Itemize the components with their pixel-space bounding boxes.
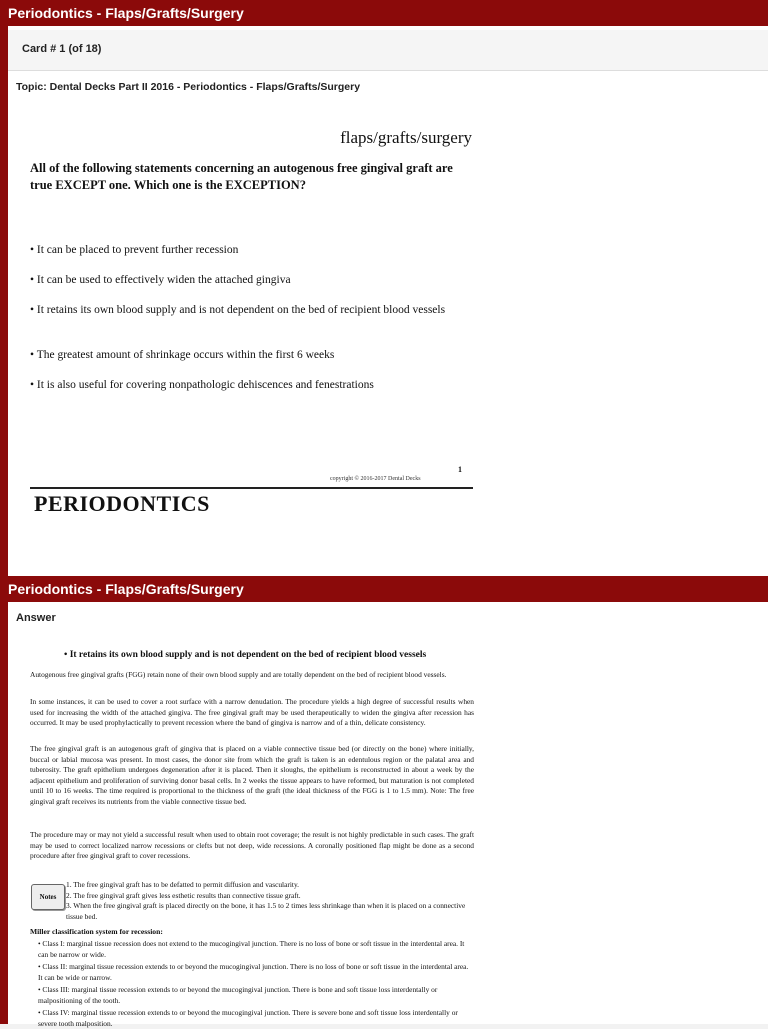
classification-item: • Class II: marginal tissue recession extends to or beyond the mucogingival junction. There is no loss of bone or soft tissue in the interdental area. It can be wide or narrow. — [38, 962, 469, 982]
note-item: 2. The free gingival graft gives less esthetic results than connective tissue graft. — [66, 890, 301, 900]
classification-item: • Class I: marginal tissue recession does not extend to the mucogingival junction. There is no loss of bone or soft tissue in the interdental area. It can be narrow or wide. — [38, 939, 465, 959]
classification-item: • Class IV: marginal tissue recession extends to or beyond the mucogingival junction. There is severe bone and soft tissue loss interdentally or severe tooth malposition. — [38, 1008, 458, 1028]
classification-item: • Class III: marginal tissue recession extends to or beyond the mucogingival junction. There is bone and soft tissue loss interdentally or malpositioning of the tooth. — [38, 985, 438, 1005]
answer-option: • It is also useful for covering nonpathologic dehiscences and fenestrations — [30, 379, 374, 391]
note-item: 3. When the free gingival graft is placed directly on the bone, it has 1.5 to 2 times less shrinkage than when it is placed on a connective tissue bed. — [66, 901, 466, 921]
answer-option: • It can be used to effectively widen the attached gingiva — [30, 274, 291, 286]
card-title: Periodontics - Flaps/Grafts/Surgery — [8, 581, 244, 597]
explanation-paragraph: The procedure may or may not yield a successful result when used to obtain root coverage; the result is not highly predictable in such cases. The graft may be used to correct localized narrow recessions or clefts but not deep, wide recessions. A coronally positioned flap might be done as a second procedure after free gingival graft to cover recessions. — [30, 830, 474, 861]
notes-list — [66, 880, 476, 922]
answer-option: • The greatest amount of shrinkage occurs within the first 6 weeks — [30, 349, 335, 361]
section-heading: flaps/grafts/surgery — [340, 128, 472, 147]
answer-label: Answer — [16, 612, 56, 624]
topic-line: Topic: Dental Decks Part II 2016 - Periodontics - Flaps/Grafts/Surgery — [16, 81, 361, 93]
classification-heading: Miller classification system for recession: — [30, 927, 163, 936]
explanation-paragraph: The free gingival graft is an autogenous graft of gingiva that is placed on a viable connective tissue bed (or directly on the bone) where initially, buccal or labial mucosa was present. In most cases, the donor site from which the graft is taken is an edentulous region or the palatal area and tuberosity. The graft epithelium undergoes degeneration after it is placed. Then it sloughs, the epithelium is reconstructed in about a week by the adjacent epithelium and proliferation of surviving donor basal cells. In 2 weeks the tissue appears to have reformed, but maturation is not completed until 10 to 16 weeks. The time required is proportional to the thickness of the graft (the ideal thickness of the FGG is 1 to 1.5 mm). Note: The free gingival graft receives its nutrients from the viable connective tissue bed. — [30, 744, 474, 806]
card-number-label: Card # 1 (of 18) — [22, 43, 102, 55]
card-header — [8, 30, 768, 71]
explanation-paragraph: In some instances, it can be used to cover a root surface with a narrow denudation. The procedure yields a high degree of successful results when used for increasing the width of the attached gingiva. The free gingival graft may be used therapeutically to widen the gingiva after recession has occurred. It may be used prophylactically to prevent recession where the band of gingiva is narrow and of a thin, delicate consistency. — [30, 697, 474, 728]
answer-heading: • It retains its own blood supply and is not dependent on the bed of recipient blood vessels — [64, 650, 427, 660]
copyright-text: copyright © 2016-2017 Dental Decks — [330, 476, 421, 482]
question-text: All of the following statements concerning an autogenous free gingival graft are true EXCEPT one. Which one is the EXCEPTION? — [30, 161, 453, 192]
note-item: 1. The free gingival graft has to be defatted to permit diffusion and vascularity. — [66, 880, 300, 889]
answer-option: • It can be placed to prevent further recession — [30, 244, 239, 256]
explanation-paragraph: Autogenous free gingival grafts (FGG) retain none of their own blood supply and are totally dependent on the bed of recipient blood vessels. — [30, 670, 447, 679]
notes-icon: Notes — [31, 884, 65, 910]
divider — [30, 487, 473, 489]
page-number: 1 — [458, 465, 462, 474]
card-panel — [8, 602, 768, 1024]
deck-title: PERIODONTICS — [34, 491, 210, 516]
answer-option: • It retains its own blood supply and is not dependent on the bed of recipient blood vessels — [30, 304, 446, 316]
card-title: Periodontics - Flaps/Grafts/Surgery — [8, 5, 244, 21]
